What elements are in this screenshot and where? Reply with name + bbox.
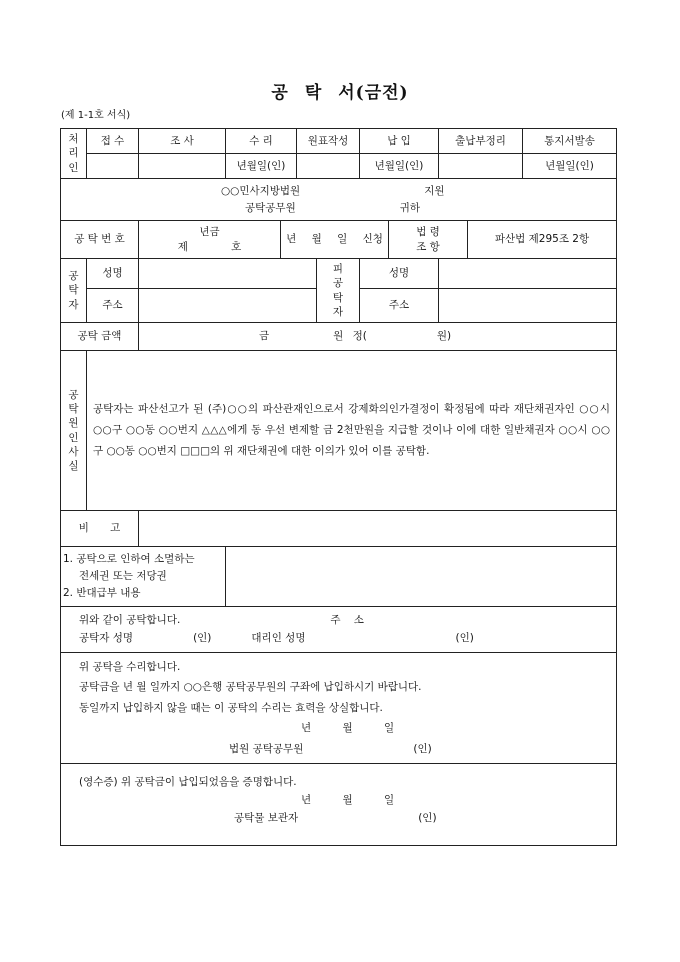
date-notice[interactable]: 년월일(인) xyxy=(523,154,617,179)
officer-label: 법원 공탁공무원 xyxy=(229,742,304,755)
receipt-date[interactable]: 년 월 일 xyxy=(301,794,395,807)
cause-text[interactable]: 공탁자는 파산선고가 된 (주)○○의 파산관재인으로서 강제화의인가결정이 확정됨에 따라 재단채권자인 ○○시 ○○구 ○○동 ○○번지 △△△에게 동 우선 변제할 금 2천만원을 지급할 것이나 이에 대한 일반채권자 ○○시 ○○구 ○○동 ○○번지 □□□의 위 재단채권에 대한 이의가 있어 이를 공탁함. xyxy=(87,351,617,511)
date-account[interactable] xyxy=(439,154,523,179)
court-branch: 지원 xyxy=(424,185,445,198)
amount-field[interactable]: 금 원 정( 원) xyxy=(139,323,617,351)
keeper-seal[interactable]: (인) xyxy=(418,812,437,825)
depositee-label: 피 공 탁 자 xyxy=(317,259,360,323)
officer-seal[interactable]: (인) xyxy=(413,742,432,755)
depositor-address-label: 주소 xyxy=(87,289,139,323)
extinguish-label: 1. 공탁으로 인하여 소멸하는 전세권 또는 저당권 2. 반대급부 내용 xyxy=(61,547,226,607)
document-title: 공 탁 서(금전) xyxy=(271,83,409,103)
header-notice: 통지서발송 xyxy=(523,129,617,154)
header-inspection: 조 사 xyxy=(139,129,226,154)
agent-signature-label: 대리인 성명 xyxy=(251,631,306,644)
header-account: 출납부정리 xyxy=(439,129,523,154)
depositor-signature-label: 공탁자 성명 xyxy=(79,631,134,644)
depositor-name-field[interactable] xyxy=(139,259,317,289)
receipt-section: (영수증) 위 공탁금이 납입되었음을 증명합니다. 년 월 일 공탁물 보관자 (인) xyxy=(61,764,617,846)
date-receipt[interactable] xyxy=(87,154,139,179)
depositor-name-label: 성명 xyxy=(87,259,139,289)
deposit-form-table xyxy=(60,128,617,846)
acceptance-date[interactable]: 년 월 일 xyxy=(301,722,395,735)
depositee-address-field[interactable] xyxy=(439,289,617,323)
application-date[interactable]: 년 월 일 신청 xyxy=(281,221,389,259)
court-name: ○○민사지방법원 xyxy=(221,185,301,198)
declaration-section: 위와 같이 공탁합니다. 주 소 공탁자 성명 (인) 대리인 성명 (인) xyxy=(61,607,617,653)
header-payment: 납 입 xyxy=(360,129,439,154)
cause-label: 공 탁 원 인 사 실 xyxy=(61,351,87,511)
date-payment[interactable]: 년월일(인) xyxy=(360,154,439,179)
header-acceptance: 수 리 xyxy=(226,129,297,154)
date-ledger[interactable] xyxy=(297,154,360,179)
form-number: (제 1-1호 서식) xyxy=(61,110,131,121)
deposit-no-value[interactable]: 년금 제 호 xyxy=(139,221,281,259)
remarks-field[interactable] xyxy=(139,511,617,547)
extinguish-field[interactable] xyxy=(226,547,617,607)
law-label: 법 령 조 항 xyxy=(389,221,468,259)
header-ledger: 원표작성 xyxy=(297,129,360,154)
date-inspection[interactable] xyxy=(139,154,226,179)
depositor-label: 공 탁 자 xyxy=(61,259,87,323)
deposit-no-label: 공 탁 번 호 xyxy=(61,221,139,259)
processor-label: 처 리 인 xyxy=(61,129,87,179)
date-acceptance[interactable]: 년월일(인) xyxy=(226,154,297,179)
depositee-name-field[interactable] xyxy=(439,259,617,289)
law-article[interactable]: 파산법 제295조 2항 xyxy=(468,221,617,259)
depositee-address-label: 주소 xyxy=(360,289,439,323)
amount-label: 공탁 금액 xyxy=(61,323,139,351)
court-honorific: 귀하 xyxy=(399,201,421,214)
depositor-seal[interactable]: (인) xyxy=(193,631,212,644)
court-addressee xyxy=(61,179,617,221)
depositor-address-field[interactable] xyxy=(139,289,317,323)
remarks-label: 비 고 xyxy=(61,511,139,547)
header-receipt: 접 수 xyxy=(87,129,139,154)
depositee-name-label: 성명 xyxy=(360,259,439,289)
court-officer: 공탁공무원 xyxy=(245,201,296,214)
keeper-label: 공탁물 보관자 xyxy=(234,812,299,825)
agent-seal[interactable]: (인) xyxy=(455,631,474,644)
acceptance-section: 위 공탁을 수리합니다. 공탁금을 년 월 일까지 ○○은행 공탁공무원의 구좌에 납입하시기 바랍니다. 동일까지 납입하지 않을 때는 이 공탁의 수리는 효력을 상실합니다. 년 월 일 법원 공탁공무원 (인) xyxy=(61,653,617,764)
